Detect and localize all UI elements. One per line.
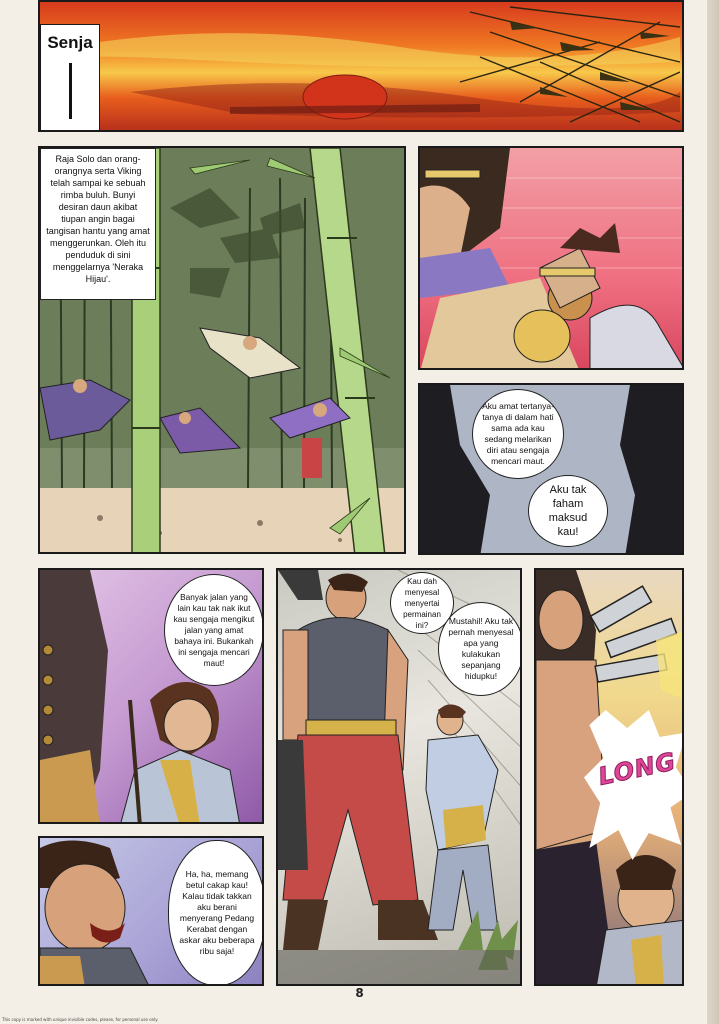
bubble-tertanya: Aku amat tertanya-tanya di dalam hati sama ada kau sedang melarikan diri atau sengaja mencari maut. xyxy=(472,389,564,479)
fine-print: This copy is marked with unique invisible codes, please, for personal use only. xyxy=(2,1017,159,1022)
bubble-ha-ha: Ha, ha, memang betul cakap kau! Kalau tidak takkan aku berani menyerang Pedang Kerabat dengan askar aku beberapa ribu saja! xyxy=(168,840,264,986)
bubble-banyak-jalan: Banyak jalan yang lain kau tak nak ikut kau sengaja mengikut jalan yang amat bahaya ini. Bukankah ini sengaja mencari maut! xyxy=(164,574,264,686)
bubble-mustahil: Mustahil! Aku tak pernah menyesal apa yang kulakukan sepanjang hidupku! xyxy=(438,602,522,696)
chapter-title: Senja xyxy=(47,33,93,52)
chapter-title-box xyxy=(40,24,100,132)
panel-warriors-closeup xyxy=(418,146,684,370)
caption-bamboo-forest: Raja Solo dan orang-orangnya serta Viking telah sampai ke sebuah rimba buluh. Bunyi desiran daun akibat tiupan angin bagai tangisan hantu yang amat menggerunkan. Oleh itu penduduk di sini menggelarnya 'Neraka Hijau'. xyxy=(40,148,156,300)
sfx-long: LONG xyxy=(595,747,679,791)
panel-ha-ha xyxy=(38,836,264,986)
bubble-tak-faham: Aku tak faham maksud kau! xyxy=(528,475,608,547)
chapter-title-rule xyxy=(69,63,72,119)
panel-confrontation xyxy=(276,568,522,986)
sunset-art xyxy=(40,2,684,132)
panel-bamboo-forest xyxy=(38,146,406,554)
page-number: 8 xyxy=(355,986,364,1000)
young-warrior-figure xyxy=(426,704,498,930)
panel-long-sfx xyxy=(534,568,684,986)
panel-shadow-dialog xyxy=(418,383,684,555)
panel-sunset xyxy=(38,0,684,132)
bubble-menyesal: Kau dah menyesal menyertai permainan ini? xyxy=(390,572,454,634)
page-edge xyxy=(707,0,719,1024)
panel-banyak-jalan xyxy=(38,568,264,824)
warriors-closeup-art xyxy=(420,148,684,370)
